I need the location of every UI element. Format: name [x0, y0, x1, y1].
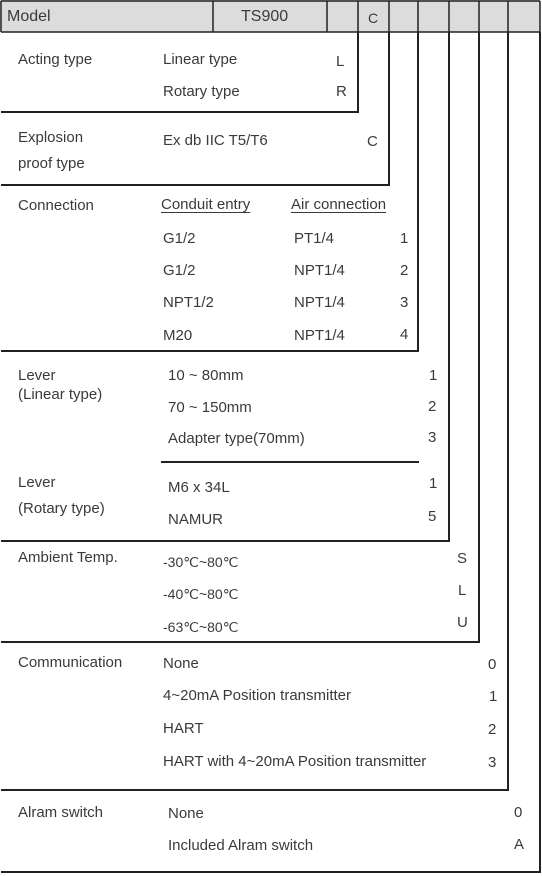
acting-type-option-code: R [336, 83, 347, 100]
explosion-option-code: C [367, 133, 378, 150]
acting-type-option-name: Linear type [163, 51, 238, 68]
air-value: NPT1/4 [294, 327, 345, 344]
lever-linear-option-code: 2 [428, 398, 437, 415]
lever-rotary-option-name: NAMUR [168, 511, 223, 528]
alarm-switch-option-code: 0 [514, 804, 523, 821]
conduit-value: G1/2 [163, 230, 196, 247]
lever-rotary-option-code: 5 [428, 508, 437, 525]
model-label: Model [7, 8, 51, 25]
lever-linear-option-code: 1 [429, 367, 438, 384]
model-value: TS900 [241, 8, 289, 25]
explosion-label-line1: Explosion [18, 129, 84, 146]
ambient-temp-option-code: U [457, 614, 468, 631]
alarm-switch-label: Alram switch [18, 804, 104, 821]
alarm-switch-option-code: A [514, 836, 525, 853]
ambient-temp-option-name: -63℃~80℃ [163, 619, 239, 635]
ambient-temp-label: Ambient Temp. [18, 549, 118, 566]
ambient-temp-option-name: -40℃~80℃ [163, 586, 239, 602]
connection-code: 4 [400, 326, 409, 343]
alarm-switch-option-name: None [168, 805, 204, 822]
communication-option-name: None [163, 655, 199, 672]
lever-linear-option-name: 70 ~ 150mm [168, 399, 252, 416]
explosion-option-name: Ex db IIC T5/T6 [163, 132, 268, 149]
connection-code: 1 [400, 230, 409, 247]
lever-rotary-option-code: 1 [429, 475, 438, 492]
explosion-label-line2: proof type [18, 155, 85, 172]
acting-type-label: Acting type [18, 51, 93, 68]
communication-option-code: 0 [488, 656, 497, 673]
air-value: NPT1/4 [294, 294, 345, 311]
communication-option-name: 4~20mA Position transmitter [163, 687, 352, 704]
lever-rotary-option-name: M6 x 34L [168, 479, 230, 496]
communication-option-name: HART [163, 720, 204, 737]
selected-code: C [368, 10, 379, 26]
ambient-temp-option-name: -30℃~80℃ [163, 554, 239, 570]
acting-type-option-code: L [336, 53, 345, 70]
air-connection-header: Air connection [291, 196, 387, 213]
connection-label: Connection [18, 197, 94, 214]
lever-linear-option-name: Adapter type(70mm) [168, 430, 305, 447]
communication-option-code: 3 [488, 754, 497, 771]
conduit-value: NPT1/2 [163, 294, 214, 311]
alarm-switch-option-name: Included Alram switch [168, 837, 314, 854]
ambient-temp-option-code: S [457, 550, 468, 567]
communication-option-code: 1 [489, 688, 498, 705]
lever-rotary-label-line2: (Rotary type) [18, 500, 105, 517]
air-value: PT1/4 [294, 230, 335, 247]
conduit-value: G1/2 [163, 262, 196, 279]
connection-code: 2 [400, 262, 409, 279]
conduit-value: M20 [163, 327, 193, 344]
air-value: NPT1/4 [294, 262, 345, 279]
communication-option-code: 2 [488, 721, 497, 738]
ambient-temp-option-code: L [458, 582, 467, 599]
communication-label: Communication [18, 654, 123, 671]
lever-rotary-label-line1: Lever [18, 474, 56, 491]
lever-linear-option-code: 3 [428, 429, 437, 446]
conduit-entry-header: Conduit entry [161, 196, 251, 213]
lever-linear-label-line2: (Linear type) [18, 386, 103, 403]
communication-option-name: HART with 4~20mA Position transmitter [163, 753, 427, 770]
acting-type-option-name: Rotary type [163, 83, 240, 100]
lever-linear-label-line1: Lever [18, 367, 56, 384]
connection-code: 3 [400, 294, 409, 311]
lever-linear-option-name: 10 ~ 80mm [168, 367, 244, 384]
